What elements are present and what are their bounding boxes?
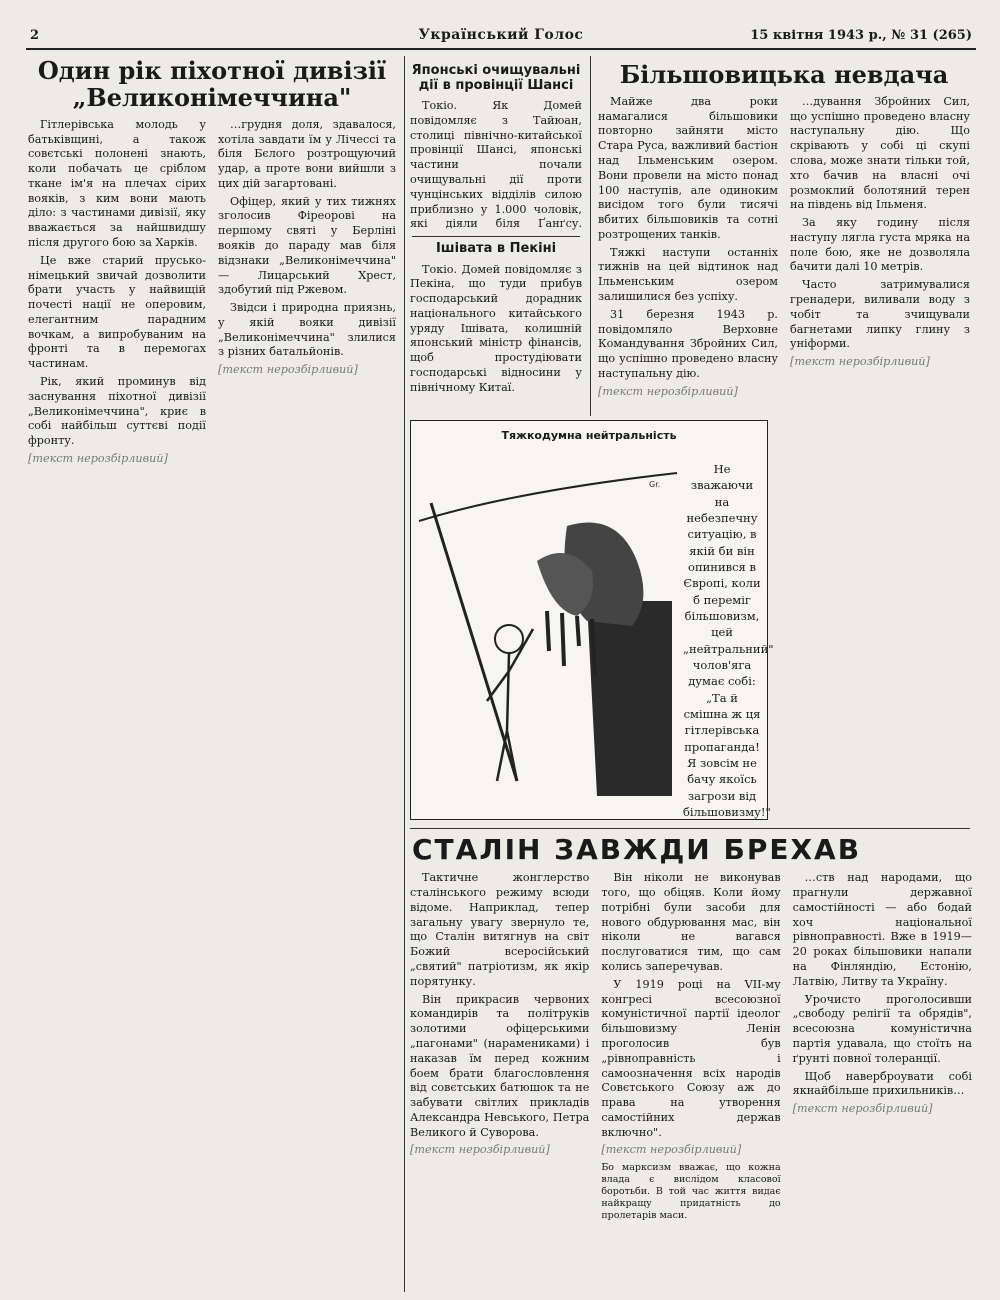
artist-signature: Gr. [649,480,661,489]
illegible-text: [текст нерозбірливий] [790,355,930,369]
paragraph: Токіо. Як Домей повідомляє з Тайюан, столиці північно-китайської провінції Шансі, японські частини почали очищувальні дії проти чунцінських відділів силою приблизно у 1.000 чоловік, які діяли біля Ґанґсу. [410,99,582,231]
cartoon-caption: Не зважаючи на небезпечну ситуацію, в якій би він опинився в Європі, коли б переміг більшовизм, цей „нейтральний" чолов'яга думає собі: „Та й смішна ж ця гітлерівська пропаганда! Я зовсім не бачу якоїсь загрози від більшовизму!" [683,462,774,819]
article-japanese-operations-title: Японські очищувальні дії в провінції Шансі [411,64,581,93]
illegible-text: [текст нерозбірливий] [792,1102,933,1116]
page-number: 2 [30,28,40,43]
paragraph: Він ніколи не виконував того, що обіцяв. Коли йому потрібні були засоби для нового обдурювання мас, він ніколи не вагався послуговатися тим, що сам колись заперечував. [601,871,781,974]
section-rule [410,828,970,829]
paragraph: Тактичне жонглерство сталінського режиму всюди відоме. Наприклад, тепер загальну увагу звернуло те, що Сталін витягнув на світ Божий всеросійський „святий" патріотизм, як якір порятунку. [410,871,590,988]
article-bolshevik-failure-col-1 [598,95,778,403]
paragraph: Щоб наверброувати собі якнайбільше прихильників… [792,1069,972,1098]
section-rule [412,236,580,237]
illegible-text: [текст нерозбірливий] [601,1143,742,1157]
paragraph: Тяжкі наступи останніх тижнів на цей відтинок над Ільменським озером залишилися без успіху. [598,245,778,304]
article-infantry-division [28,58,396,1292]
wall-block [587,601,672,796]
article-stalin-lied-col-1 [410,871,589,1224]
footnote [601,1162,780,1221]
paragraph: …дування Збройних Сил, що успішно проведено власну наступальну дію. Що скрівають у собі ці скупі слова, може знати тільки той, хто бачив на власні очі розмоклий болотяний терен на південь від Ільменя. [790,94,970,212]
article-ishivata [410,242,582,410]
article-stalin-lied-col-2 [601,871,780,1224]
article-ishivata-title: Ішівата в Пекіні [435,242,557,256]
paragraph: Рік, який проминув від заснування піхотної дивізії „Великонімеччина", криє в собі найбільш суттєві події фронту. [28,375,206,448]
illegible-text: [текст нерозбірливий] [28,451,168,465]
article-japanese-operations-body [410,99,582,232]
illegible-text: [текст нерозбірливий] [598,384,738,398]
cartoon-illustration [417,451,679,811]
paragraph: …ств над народами, що прагнули державної самостійності — або бодай хоч національної рівноправності. Вже в 1919—20 роках більшовики напали на Фінляндію, Естонію, Латвію, Литву та Україну. [792,871,972,988]
paragraph: Він прикрасив червоних командирів та політруків золотими офіцерськими „пагонами" (нарамениками) і наказав їм перед кожним боем брати благословлення від совєтських батюшок та не забувати світлих прикладів Александра Невського, Петра Великого й Суворова. [410,992,590,1139]
illegible-text: [текст нерозбірливий] [218,363,358,377]
article-infantry-division-title: Один рік піхотної дивізії „Великонімеччина" [37,58,387,112]
paragraph: Часто затримувалися гренадери, виливали воду з чобіт та зчищували багнетами липку глину з уніформи. [790,278,970,351]
article-bolshevik-failure-title: Більшовицька невдача [619,62,949,89]
paragraph: Звідси і природна приязнь, у якій вояки дивізії „Великонімеччина" злилися з різних батальйонів. [218,301,396,359]
paragraph: Офіцер, який у тих тижнях зголосив Фіреорові на першому святі у Берліні вояків до параду мав біля відзнаки „Великонімеччина" — Лицарський Хрест, здобутий під Ржевом. [218,194,396,297]
paragraph: Токіо. Домей повідомляє з Пекіна, що туди прибув господарський дорадник національного китайського уряду Ішівата, колишній японський міністр фінансів, щоб простудіювати господарські відносини у північному Китаї. [410,262,582,394]
paragraph: Гітлерівська молодь у батьківщині, а також совєтські полонені знають, коли побачать це сріблом ткане ім'я на плечах сірих вояків, з ким вони мають діло: з частинами дивізії, яку вважається за найшвидшу після другого бою за Харків. [28,117,206,249]
paragraph: …грудня доля, здавалося, хотіла завдати їм у Лічессі та біля Бєлого розтрощуючий удар, а проте вони вийшли з цих дій загартовані. [218,117,396,190]
article-stalin-lied-title: СТАЛІН ЗАВЖДИ БРЕХАВ [412,834,862,866]
masthead: Український Голос [418,27,584,43]
page-header [26,26,976,50]
article-japanese-operations [410,64,582,232]
article-stalin-lied [410,834,972,1292]
footnote-text: Бо марксизм вважає, що кожна влада є вислідом класової боротьби. В той час життя видає найкращу придатність до пролетарів маси. [601,1162,781,1221]
article-infantry-division-col-2 [218,118,396,470]
column-rule [404,56,405,1292]
cartoon-frame [410,420,774,820]
paragraph: 31 березня 1943 р. повідомляло Верховне Командування Збройних Сил, що успішно проведено власну наступальну дію. [598,307,778,380]
column-rule [590,56,591,416]
paragraph: За яку годину після наступу лягла густа мряка на поле бою, яке не дозволяла бачити далі 10 метрів. [790,216,970,274]
article-ishivata-body [410,263,582,396]
paragraph: У 1919 році на VII-му конгресі всесоюзної комуністичної партії ідеолог більшовизму Ленін проголосив був „рівноправність і самоозначення всіх народів Совєтського Союзу аж до права на утворення самостійних держав включно". [601,977,781,1139]
cartoon-title: Тяжкодумна нейтральність [501,429,677,442]
article-stalin-lied-col-3 [793,871,972,1224]
article-bolshevik-failure-col-2 [790,95,970,403]
article-infantry-division-col-1 [28,118,206,470]
paragraph: Це вже старий прусько-німецький звичай дозволити брати участь у найвищій почесті нації не оперовим, елегантним парадним вочкам, а випробуваним на фронті та в перемогах частинам. [28,253,206,371]
paragraph: Майже два роки намагалися більшовики повторно зайняти місто Стара Руса, важливий бастіон над Ільменським озером. Вони провели на місто понад 100 наступів, але одиноким висідом того були тисячі вбитих більшовиків та сотні розтрощених танків. [598,94,778,241]
issue-date: 15 квітня 1943 р., № 31 (265) [750,28,972,43]
paragraph: Урочисто проголосивши „свободу релігії та обрядів", всесоюзна комуністична партія удавала, що стоїть на ґрунті повної толеранції. [792,992,972,1065]
illegible-text: [текст нерозбірливий] [410,1143,550,1157]
